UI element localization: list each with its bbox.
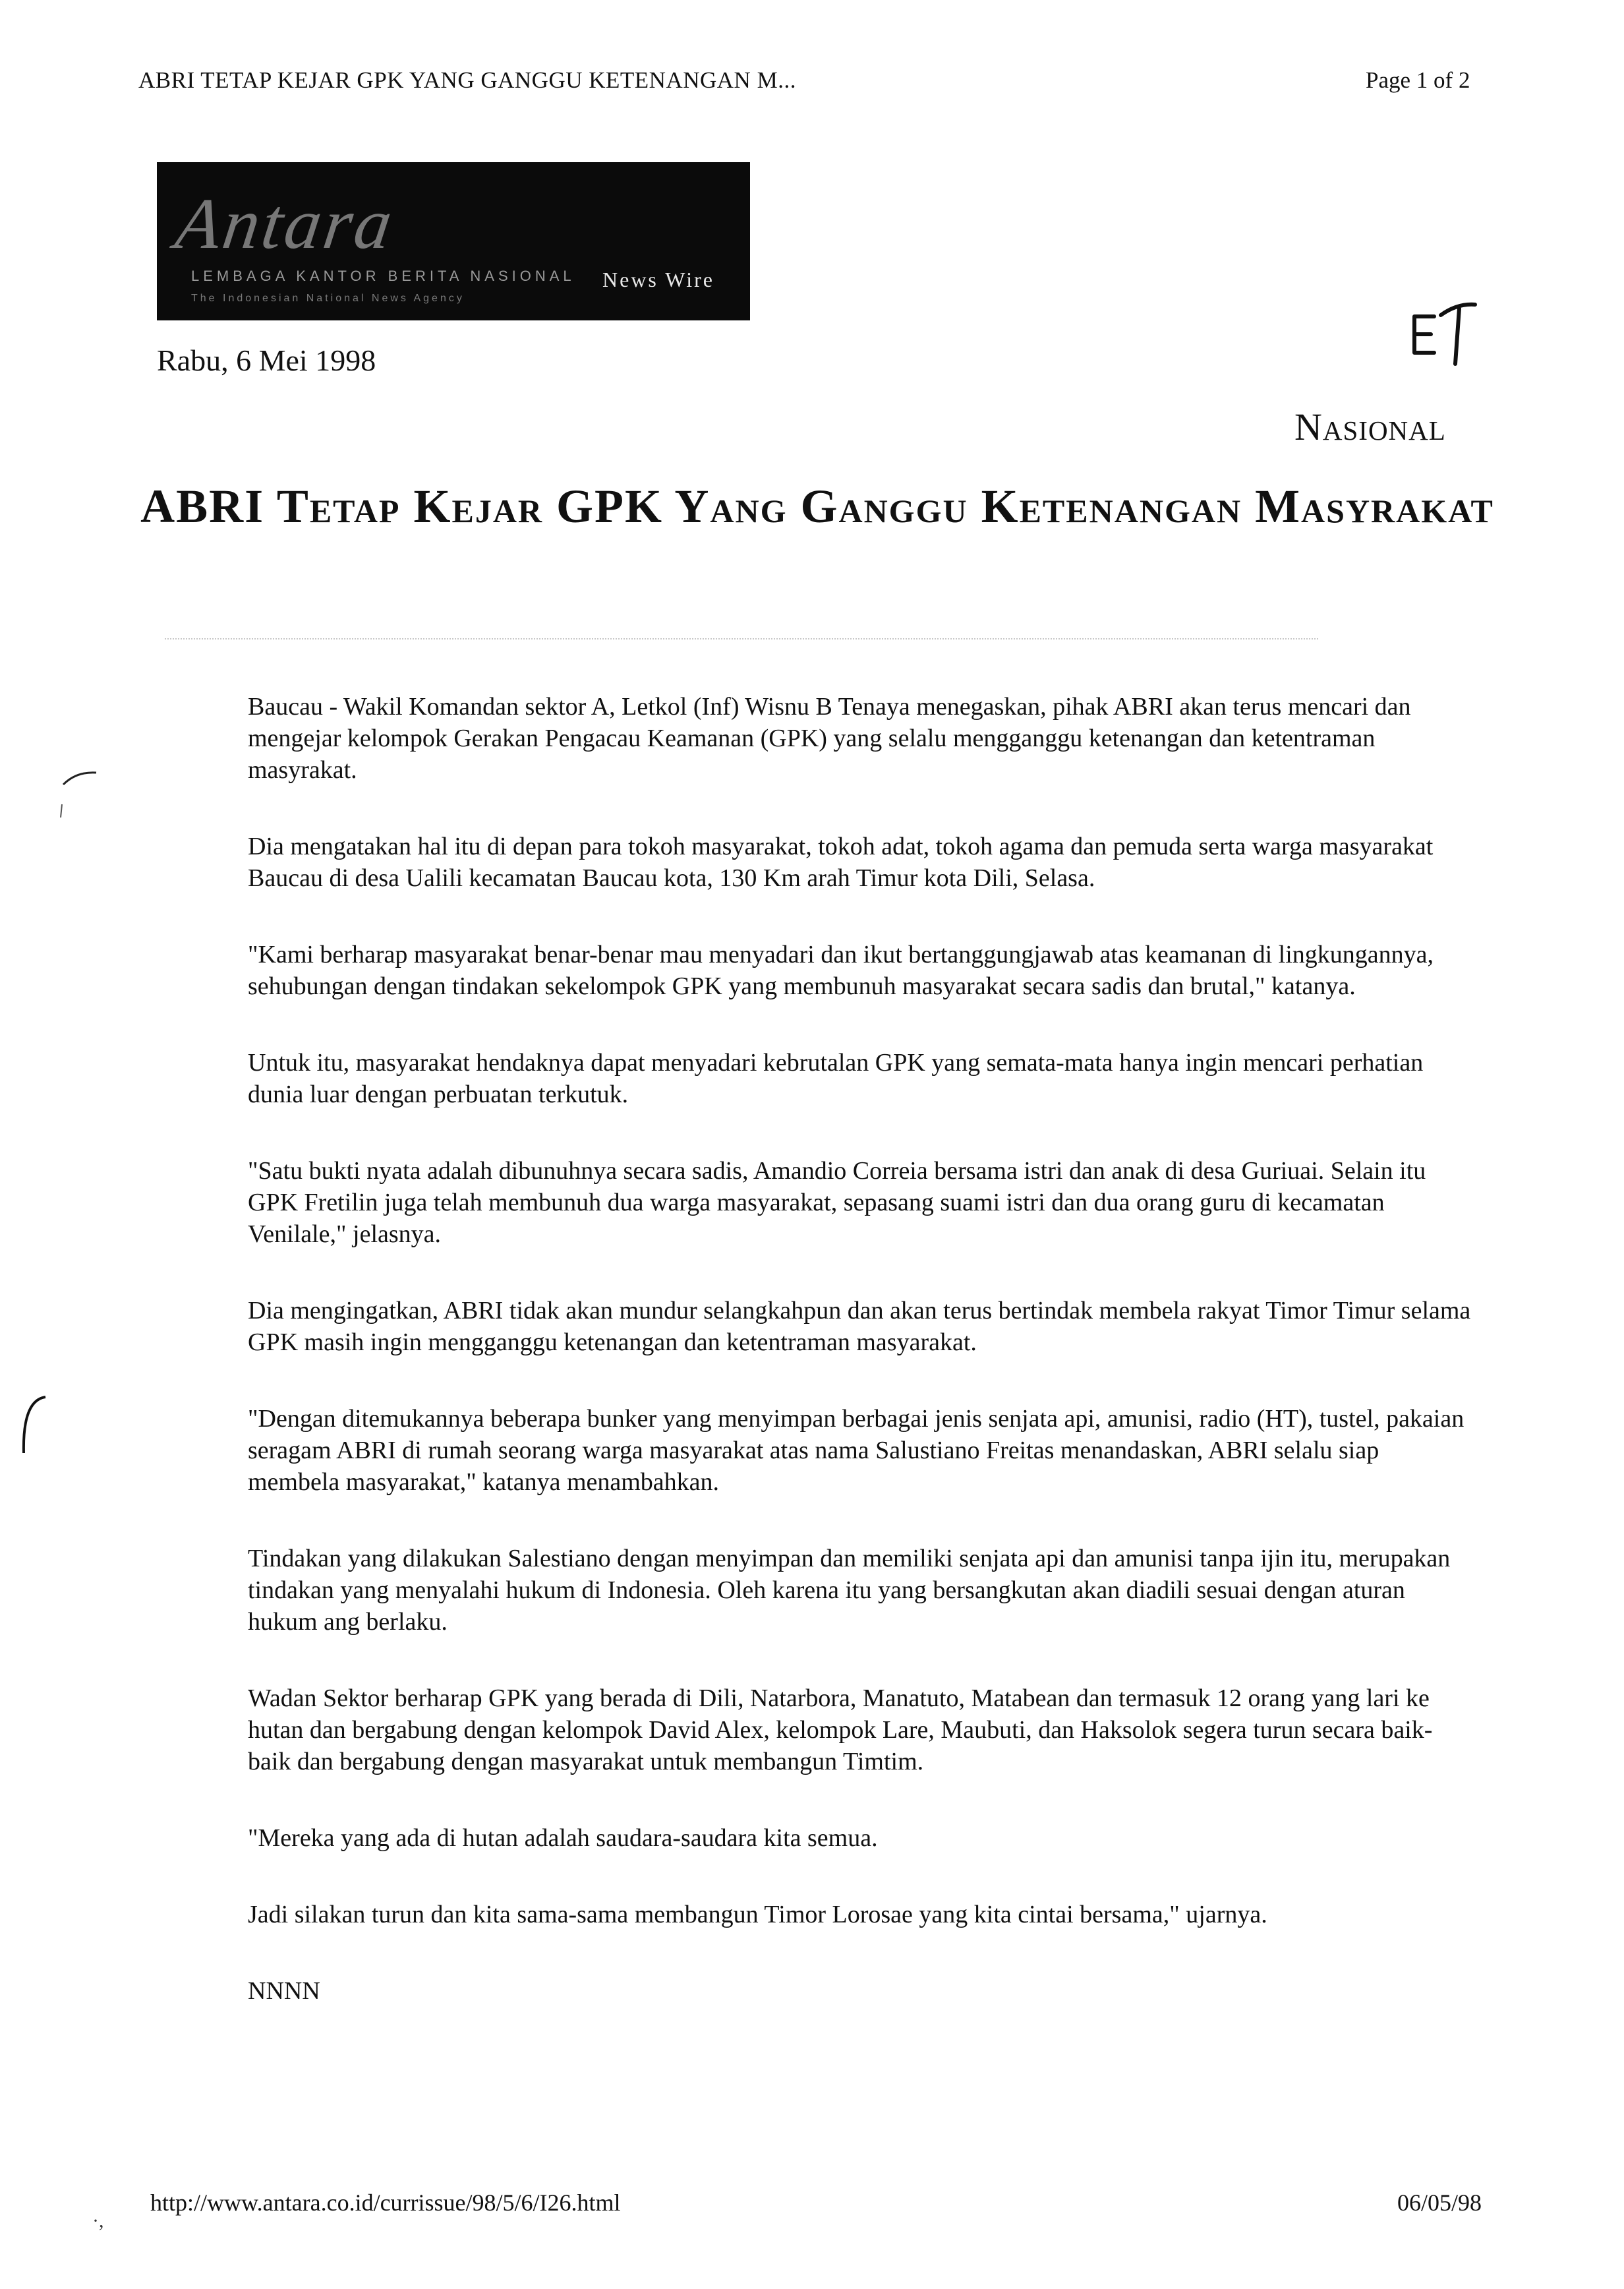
scan-speck: ·, — [92, 2210, 104, 2232]
paragraph: "Dengan ditemukannya beberapa bunker yang menyimpan berbagai jenis senjata api, amunisi, radio (HT), tustel, pakaian seragam ABRI di rumah seorang warga masyarakat atas nama Salustiano Freitas menandaskan, ABRI selalu siap membela masyarakat," katanya menambahkan. — [248, 1405, 1464, 1496]
paragraph: Untuk itu, masyarakat hendaknya dapat menyadari kebrutalan GPK yang semata-mata hanya ingin mencari perhatian dunia luar dengan perbuatan terkutuk. — [248, 1049, 1424, 1108]
news-wire-label: News Wire — [602, 268, 714, 291]
section-label: Nasional — [1294, 405, 1446, 448]
paragraph: Dia mengatakan hal itu di depan para tokoh masyarakat, tokoh adat, tokoh agama dan pemuda serta warga masyarakat Baucau di desa Ualili kecamatan Baucau kota, 130 Km arah Timur kota Dili, Selasa. — [248, 833, 1434, 892]
margin-pen-mark — [9, 1387, 55, 1460]
article-body — [248, 691, 1474, 2052]
article-date: Rabu, 6 Mei 1998 — [157, 343, 376, 377]
margin-pen-mark — [57, 765, 103, 824]
agency-tagline: The Indonesian National News Agency — [191, 293, 465, 304]
paragraph: Jadi silakan turun dan kita sama-sama membangun Timor Lorosae yang kita cintai bersama," ujarnya. — [248, 1901, 1267, 1928]
article-headline: ABRI Tetap Kejar GPK Yang Ganggu Ketenangan Masyrakat — [140, 480, 1494, 533]
divider-rule — [165, 638, 1318, 639]
paragraph: Tindakan yang dilakukan Salestiano dengan menyimpan dan memiliki senjata api dan amunisi tanpa ijin itu, merupakan tindakan yang menyalahi hukum di Indonesia. Oleh karena itu yang bersangkutan akan diadili sesuai dengan aturan hukum ang berlaku. — [248, 1545, 1451, 1636]
paragraph: Wadan Sektor berharap GPK yang berada di Dili, Natarbora, Manatuto, Matabean dan termasuk 12 orang yang lari ke hutan dan bergabung dengan kelompok David Alex, kelompok Lare, Maubuti, dan Haksolok segera turun secara baik-baik dan bergabung dengan masyarakat untuk membangun Timtim. — [248, 1684, 1433, 1775]
paragraph: "Kami berharap masyarakat benar-benar mau menyadari dan ikut bertanggungjawab atas keamanan di lingkungannya, sehubungan dengan tindakan sekelompok GPK yang membunuh masyarakat secara sadis dan brutal," katanya. — [248, 941, 1434, 1000]
print-footer-url: http://www.antara.co.id/currissue/98/5/6/I26.html — [150, 2189, 621, 2216]
print-footer-date: 06/05/98 — [1397, 2189, 1482, 2216]
agency-logo: Antara — [171, 183, 400, 264]
paragraph: "Satu bukti nyata adalah dibunuhnya secara sadis, Amandio Correia bersama istri dan anak di desa Guriuai. Selain itu GPK Fretilin juga telah membunuh dua warga masyarakat, sepasang suami istri dan dua orang guru di kecamatan Venilale," jelasnya. — [248, 1157, 1426, 1248]
paragraph-sign-off: NNNN — [248, 1977, 320, 2005]
print-header-title: ABRI TETAP KEJAR GPK YANG GANGGU KETENANGAN M... — [138, 67, 796, 93]
paragraph: "Mereka yang ada di hutan adalah saudara-saudara kita semua. — [248, 1824, 878, 1852]
agency-name-line: LEMBAGA KANTOR BERITA NASIONAL — [191, 268, 575, 284]
paragraph: Baucau - Wakil Komandan sektor A, Letkol (Inf) Wisnu B Tenaya menegaskan, pihak ABRI akan terus mencari dan mengejar kelompok Gerakan Pengacau Keamanan (GPK) yang selalu mengganggu ketenangan dan ketentraman masyrakat. — [248, 693, 1411, 784]
handwritten-mark — [1401, 290, 1480, 369]
news-agency-banner — [157, 162, 750, 320]
paragraph: Dia mengingatkan, ABRI tidak akan mundur selangkahpun dan akan terus bertindak membela rakyat Timor Timur selama GPK masih ingin mengganggu ketenangan dan ketentraman masyarakat. — [248, 1297, 1471, 1356]
print-page-number: Page 1 of 2 — [1366, 67, 1470, 93]
